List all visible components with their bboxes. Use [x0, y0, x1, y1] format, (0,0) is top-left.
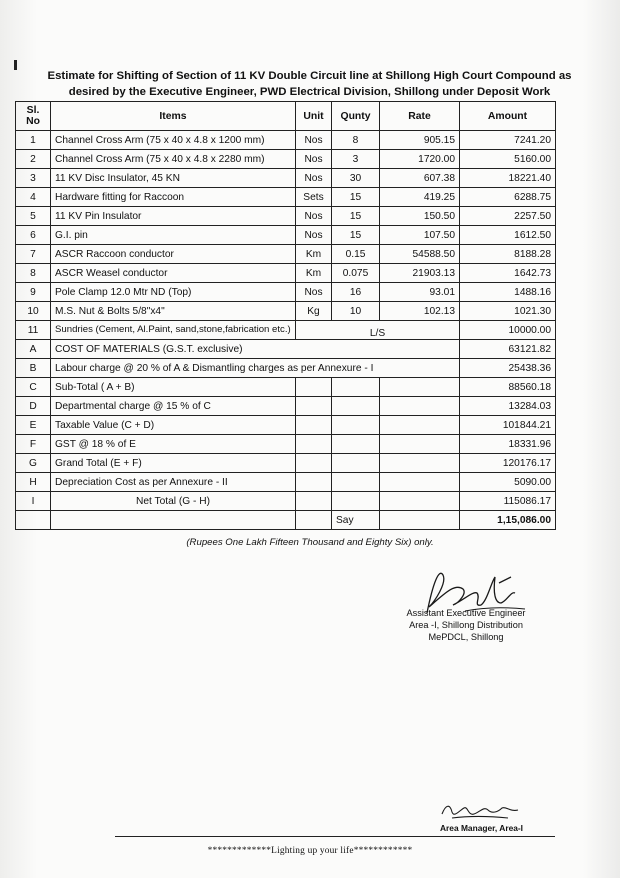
row-quantity: 8 — [332, 131, 380, 150]
summary-item: Grand Total (E + F) — [51, 454, 296, 473]
row-no: 6 — [16, 226, 51, 245]
summary-row — [16, 378, 556, 397]
punch-mark — [14, 60, 17, 70]
table-row — [16, 264, 556, 283]
table-row — [16, 207, 556, 226]
row-item: M.S. Nut & Bolts 5/8"x4" — [51, 302, 296, 321]
table-row-sundries — [16, 321, 556, 340]
row-no: 8 — [16, 264, 51, 283]
say-empty-4 — [380, 511, 460, 530]
header-unit: Unit — [296, 102, 332, 131]
summary-row — [16, 416, 556, 435]
summary-item: Departmental charge @ 15 % of C — [51, 397, 296, 416]
summary-amount: 101844.21 — [460, 416, 556, 435]
say-label: Say — [332, 511, 380, 530]
summary-row — [16, 435, 556, 454]
row-no: 9 — [16, 283, 51, 302]
header-amount: Amount — [460, 102, 556, 131]
row-quantity: 3 — [332, 150, 380, 169]
row-unit: Nos — [296, 169, 332, 188]
summary-empty — [332, 473, 380, 492]
summary-empty — [332, 416, 380, 435]
row-amount: 8188.28 — [460, 245, 556, 264]
summary-amount: 5090.00 — [460, 473, 556, 492]
summary-no: I — [16, 492, 51, 511]
items-body — [16, 131, 556, 321]
summary-item: Depreciation Cost as per Annexure - II — [51, 473, 296, 492]
row-unit: Nos — [296, 207, 332, 226]
summary-no: E — [16, 416, 51, 435]
summary-row — [16, 492, 556, 511]
summary-empty — [332, 378, 380, 397]
area-manager-label: Area Manager, Area-I — [440, 823, 524, 833]
summary-row — [16, 454, 556, 473]
say-body — [16, 511, 556, 530]
row-unit: Km — [296, 264, 332, 283]
row-amount: 2257.50 — [460, 207, 556, 226]
row-rate: 150.50 — [380, 207, 460, 226]
summary-no: A — [16, 340, 51, 359]
say-empty-1 — [16, 511, 51, 530]
say-empty-2 — [51, 511, 296, 530]
row-amount: 1488.16 — [460, 283, 556, 302]
row-quantity: 15 — [332, 226, 380, 245]
row-amount: 7241.20 — [460, 131, 556, 150]
table-row-say — [16, 511, 556, 530]
row-no: 4 — [16, 188, 51, 207]
summary-row — [16, 359, 556, 378]
row-item: G.I. pin — [51, 226, 296, 245]
sundries-body — [16, 321, 556, 340]
summary-empty — [380, 454, 460, 473]
say-amount: 1,15,086.00 — [460, 511, 556, 530]
table-row — [16, 131, 556, 150]
row-item: Sundries (Cement, Al.Paint, sand,stone,fabrication etc.) — [51, 321, 296, 340]
table-row — [16, 245, 556, 264]
table-row — [16, 169, 556, 188]
summary-empty — [296, 454, 332, 473]
summary-item: COST OF MATERIALS (G.S.T. exclusive) — [51, 340, 460, 359]
summary-empty — [296, 378, 332, 397]
summary-empty — [296, 435, 332, 454]
row-rate: 102.13 — [380, 302, 460, 321]
row-rate: 905.15 — [380, 131, 460, 150]
row-no: 11 — [16, 321, 51, 340]
summary-body — [16, 340, 556, 511]
row-amount: 1612.50 — [460, 226, 556, 245]
summary-empty — [380, 492, 460, 511]
row-quantity: 0.15 — [332, 245, 380, 264]
row-unit: Km — [296, 245, 332, 264]
row-amount: 5160.00 — [460, 150, 556, 169]
summary-empty — [380, 473, 460, 492]
summary-amount: 63121.82 — [460, 340, 556, 359]
area-manager-signature — [438, 800, 528, 822]
summary-empty — [380, 378, 460, 397]
summary-item: Net Total (G - H) — [51, 492, 296, 511]
summary-empty — [332, 435, 380, 454]
row-item: ASCR Raccoon conductor — [51, 245, 296, 264]
row-item: 11 KV Pin Insulator — [51, 207, 296, 226]
summary-empty — [332, 492, 380, 511]
row-quantity: 30 — [332, 169, 380, 188]
row-item: Channel Cross Arm (75 x 40 x 4.8 x 1200 mm) — [51, 131, 296, 150]
table-row — [16, 283, 556, 302]
row-no: 10 — [16, 302, 51, 321]
summary-amount: 13284.03 — [460, 397, 556, 416]
row-unit: Nos — [296, 226, 332, 245]
summary-amount: 115086.17 — [460, 492, 556, 511]
summary-row — [16, 340, 556, 359]
row-rate: 21903.13 — [380, 264, 460, 283]
summary-no: C — [16, 378, 51, 397]
row-amount: 1021.30 — [460, 302, 556, 321]
row-rate: 607.38 — [380, 169, 460, 188]
row-no: 3 — [16, 169, 51, 188]
summary-empty — [332, 454, 380, 473]
summary-item: Taxable Value (C + D) — [51, 416, 296, 435]
header-quantity: Qunty — [332, 102, 380, 131]
row-quantity: 16 — [332, 283, 380, 302]
row-quantity: 10 — [332, 302, 380, 321]
signatory-area: Area -I, Shillong Distribution — [409, 620, 523, 630]
summary-amount: 18331.96 — [460, 435, 556, 454]
title-line-2: desired by the Executive Engineer, PWD Electrical Division, Shillong under Deposit Work — [68, 86, 551, 98]
title-line-1: Estimate for Shifting of Section of 11 KV Double Circuit line at Shillong High Court Compound as — [47, 70, 572, 82]
row-item: Channel Cross Arm (75 x 40 x 4.8 x 2280 mm) — [51, 150, 296, 169]
row-item: Pole Clamp 12.0 Mtr ND (Top) — [51, 283, 296, 302]
row-quantity: 0.075 — [332, 264, 380, 283]
signatory-organisation: MePDCL, Shillong — [428, 632, 504, 642]
row-unit: Sets — [296, 188, 332, 207]
summary-amount: 88560.18 — [460, 378, 556, 397]
summary-empty — [296, 397, 332, 416]
row-amount: 10000.00 — [460, 321, 556, 340]
row-lump-sum: L/S — [296, 321, 460, 340]
row-item: 11 KV Disc Insulator, 45 KN — [51, 169, 296, 188]
row-rate: 107.50 — [380, 226, 460, 245]
summary-no: D — [16, 397, 51, 416]
summary-no: B — [16, 359, 51, 378]
summary-item: GST @ 18 % of E — [51, 435, 296, 454]
row-unit: Nos — [296, 283, 332, 302]
row-quantity: 15 — [332, 207, 380, 226]
table-row — [16, 302, 556, 321]
row-item: Hardware fitting for Raccoon — [51, 188, 296, 207]
summary-item: Labour charge @ 20 % of A & Dismantling charges as per Annexure - I — [51, 359, 460, 378]
summary-empty — [296, 416, 332, 435]
summary-amount: 25438.36 — [460, 359, 556, 378]
summary-empty — [296, 492, 332, 511]
estimate-table — [15, 101, 556, 530]
summary-empty — [380, 397, 460, 416]
row-unit: Nos — [296, 150, 332, 169]
row-amount: 6288.75 — [460, 188, 556, 207]
footer-divider — [115, 836, 555, 837]
row-no: 5 — [16, 207, 51, 226]
summary-no: H — [16, 473, 51, 492]
row-amount: 18221.40 — [460, 169, 556, 188]
row-quantity: 15 — [332, 188, 380, 207]
row-unit: Kg — [296, 302, 332, 321]
say-empty-3 — [296, 511, 332, 530]
table-header-row — [16, 102, 556, 131]
row-amount: 1642.73 — [460, 264, 556, 283]
summary-empty — [380, 416, 460, 435]
footer-tagline: *************Lighting up your life************ — [207, 846, 413, 856]
summary-no: F — [16, 435, 51, 454]
summary-item: Sub-Total ( A + B) — [51, 378, 296, 397]
summary-row — [16, 397, 556, 416]
header-items: Items — [51, 102, 296, 131]
table-row — [16, 226, 556, 245]
row-item: ASCR Weasel conductor — [51, 264, 296, 283]
row-no: 1 — [16, 131, 51, 150]
summary-empty — [380, 435, 460, 454]
row-rate: 54588.50 — [380, 245, 460, 264]
table-row — [16, 150, 556, 169]
header-rate: Rate — [380, 102, 460, 131]
amount-in-words: (Rupees One Lakh Fifteen Thousand and Eighty Six) only. — [186, 537, 434, 548]
summary-no: G — [16, 454, 51, 473]
row-no: 2 — [16, 150, 51, 169]
row-unit: Nos — [296, 131, 332, 150]
row-rate: 93.01 — [380, 283, 460, 302]
row-rate: 419.25 — [380, 188, 460, 207]
summary-row — [16, 473, 556, 492]
summary-empty — [332, 397, 380, 416]
summary-empty — [296, 473, 332, 492]
row-rate: 1720.00 — [380, 150, 460, 169]
document-title — [22, 68, 597, 100]
row-no: 7 — [16, 245, 51, 264]
signatory-designation: Assistant Executive Engineer — [406, 608, 526, 618]
summary-amount: 120176.17 — [460, 454, 556, 473]
signatory-block — [396, 607, 536, 643]
table-row — [16, 188, 556, 207]
header-sl-no: Sl. No — [16, 102, 51, 131]
